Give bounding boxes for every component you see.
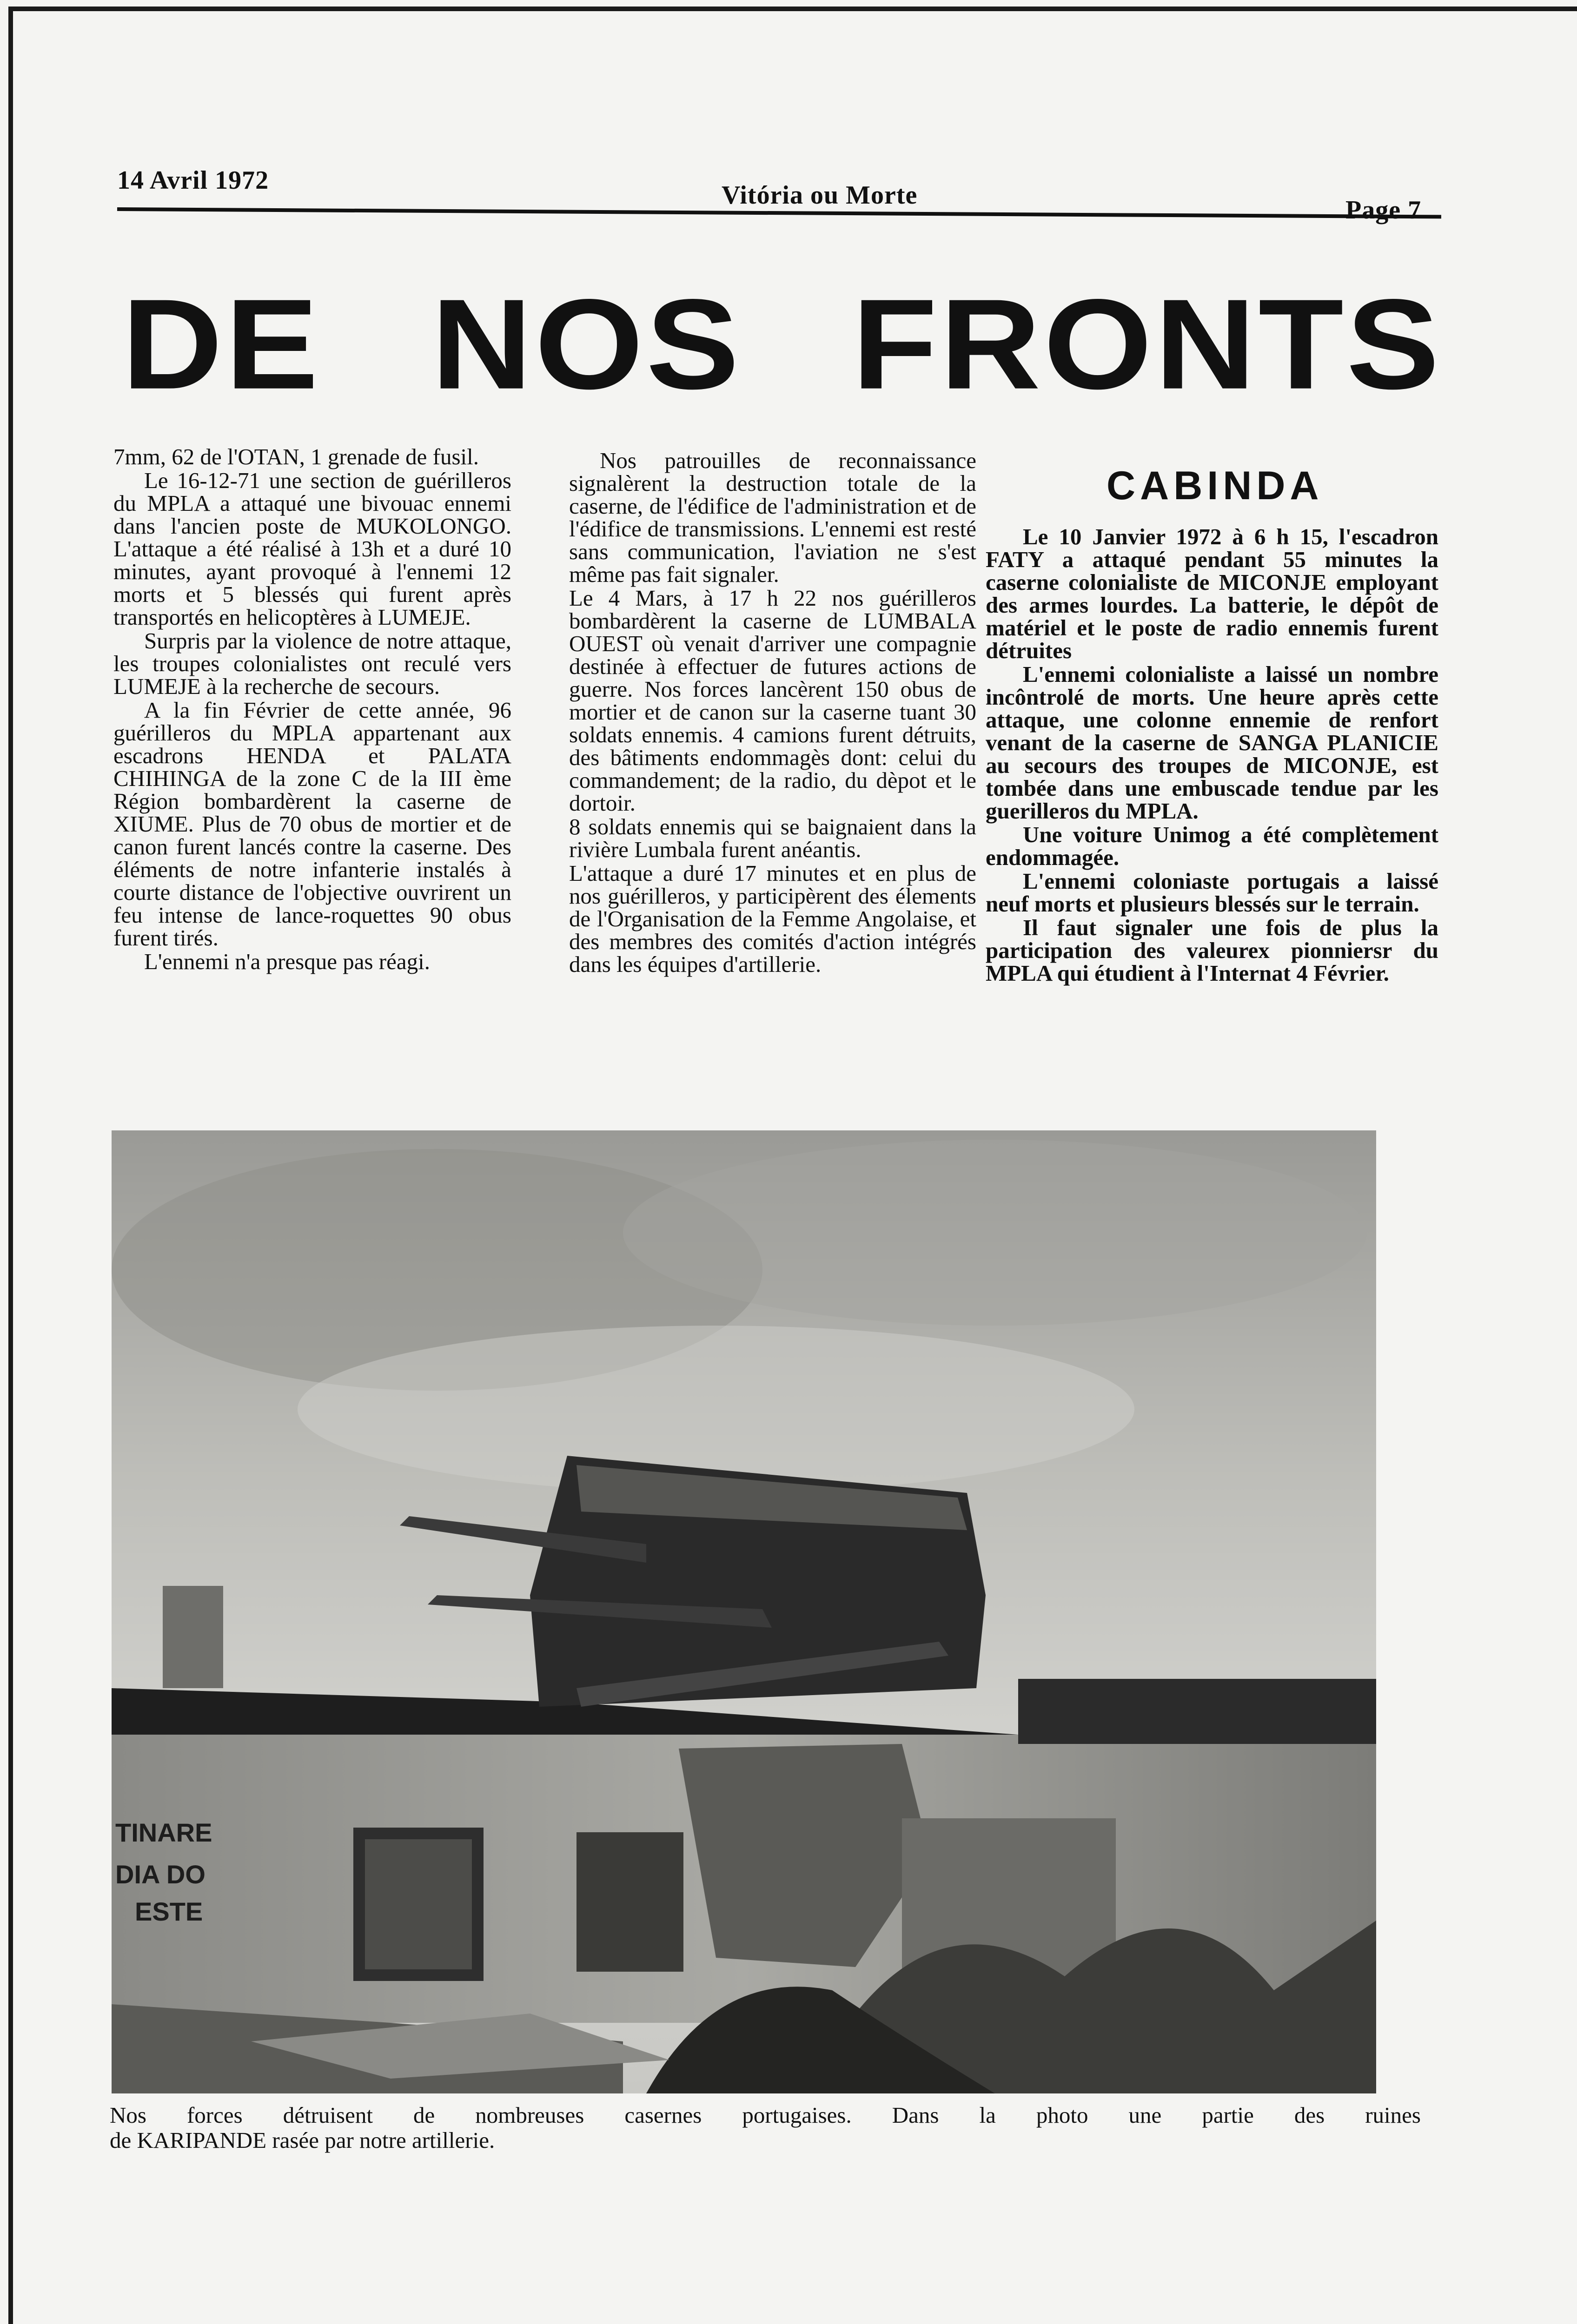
paragraph: 7mm, 62 de l'OTAN, 1 grenade de fusil.	[113, 444, 479, 469]
article-column-1	[113, 445, 511, 974]
section-heading-cabinda: CABINDA	[1107, 463, 1324, 508]
paragraph: Nos patrouilles de reconnaissance signalèrent la destruction totale de la caserne, de l'édifice de l'administration et de l'édifice de transmissions. L'ennemi est resté sans communication, l'aviation ne s'est même pas fait signaler.	[569, 448, 976, 587]
header-page-number: Page 7	[1345, 196, 1422, 224]
article-column-2	[569, 449, 976, 977]
photo-caption-line-2: de KARIPANDE rasée par notre artillerie.	[110, 2127, 495, 2153]
paragraph: Le 16-12-71 une section de guérilleros du MPLA a attaqué une bivouac ennemi dans l'ancien poste de MUKOLONGO. L'attaque a été réalisé à 13h et a duré 10 minutes, ayant provoqué à l'ennemi 12 morts et 5 blessés qui furent après transportés en helicoptères à LUMEJE.	[113, 468, 511, 630]
paragraph: A la fin Février de cette année, 96 guérilleros du MPLA appartenant aux escadrons HENDA et PALATA CHIHINGA de la zone C de la III ème Région bombardèrent la caserne de XIUME. Plus de 70 obus de mortier et de canon furent lancés contre la caserne. Des éléments de notre infanterie instalés à courte distance de l'objective ouvrirent un feu intense de lance-roquettes 90 obus furent tirés.	[113, 697, 511, 951]
page-border-top	[8, 7, 1577, 11]
photo-wall-text: DIA DO	[115, 1860, 205, 1889]
paragraph: Surpris par la violence de notre attaque, les troupes colonialistes ont reculé vers LUMEJE à la recherche de secours.	[113, 628, 511, 699]
article-column-3	[986, 525, 1438, 985]
headline-word: FRONTS	[852, 272, 1442, 416]
paragraph: 8 soldats ennemis qui se baignaient dans la rivière Lumbala furent anéantis.	[569, 814, 976, 862]
headline	[122, 271, 1442, 417]
header-date: 14 Avril 1972	[117, 166, 269, 195]
photo-wall-text: TINARE	[115, 1818, 212, 1847]
paragraph: L'attaque a duré 17 minutes et en plus de nos guérilleros, y participèrent des élements de l'Organisation de la Femme Angolaise, et des membres des comités d'action intégrés dans les équipes d'artillerie.	[569, 860, 976, 977]
photo-illustration	[112, 1130, 1376, 2093]
header-publication-title: Vitória ou Morte	[722, 181, 918, 210]
paragraph: Il faut signaler une fois de plus la participation des valeurex pionniersr du MPLA qui étudient à l'Internat 4 Février.	[986, 915, 1438, 986]
photo-ruined-barracks	[112, 1130, 1376, 2093]
paragraph: Le 10 Janvier 1972 à 6 h 15, l'escadron FATY a attaqué pendant 55 minutes la caserne colonialiste de MICONJE employant des armes lourdes. La batterie, le dépôt de matériel et le poste de radio ennemis furent détruites	[986, 524, 1438, 663]
photo-caption-line-1: Nos forces détruisent de nombreuses casernes portugaises. Dans la photo une partie des ruines	[110, 2102, 1421, 2128]
page-border-left	[8, 7, 13, 2324]
paragraph: Le 4 Mars, à 17 h 22 nos guérilleros bombardèrent la caserne de LUMBALA OUEST où venait d'arriver une compagnie destinée à effectuer de futures actions de guerre. Nos forces lancèrent 150 obus de mortier et de canon sur la caserne tuant 30 soldats ennemis. 4 camions furent détruits, des bâtiments endommagès dont: celui du commandement; de la radio, du dèpot et le dortoir.	[569, 585, 976, 816]
paragraph: L'ennemi n'a presque pas réagi.	[144, 949, 430, 974]
photo-wall-text: ESTE	[135, 1897, 203, 1926]
paragraph: L'ennemi coloniaste portugais a laissé neuf morts et plusieurs blessés sur le terrain.	[986, 868, 1438, 917]
headline-word: NOS	[431, 272, 742, 416]
paragraph: Une voiture Unimog a été complètement endommagée.	[986, 822, 1438, 870]
paragraph: L'ennemi colonialiste a laissé un nombre incôntrolé de morts. Une heure après cette attaque, une colonne ennemie de renfort venant de la caserne de SANGA PLANICIE au secours des troupes de MICONJE, est tombée dans une embuscade tendue par les guerilleros du MPLA.	[986, 661, 1438, 824]
headline-word: DE	[122, 272, 321, 416]
